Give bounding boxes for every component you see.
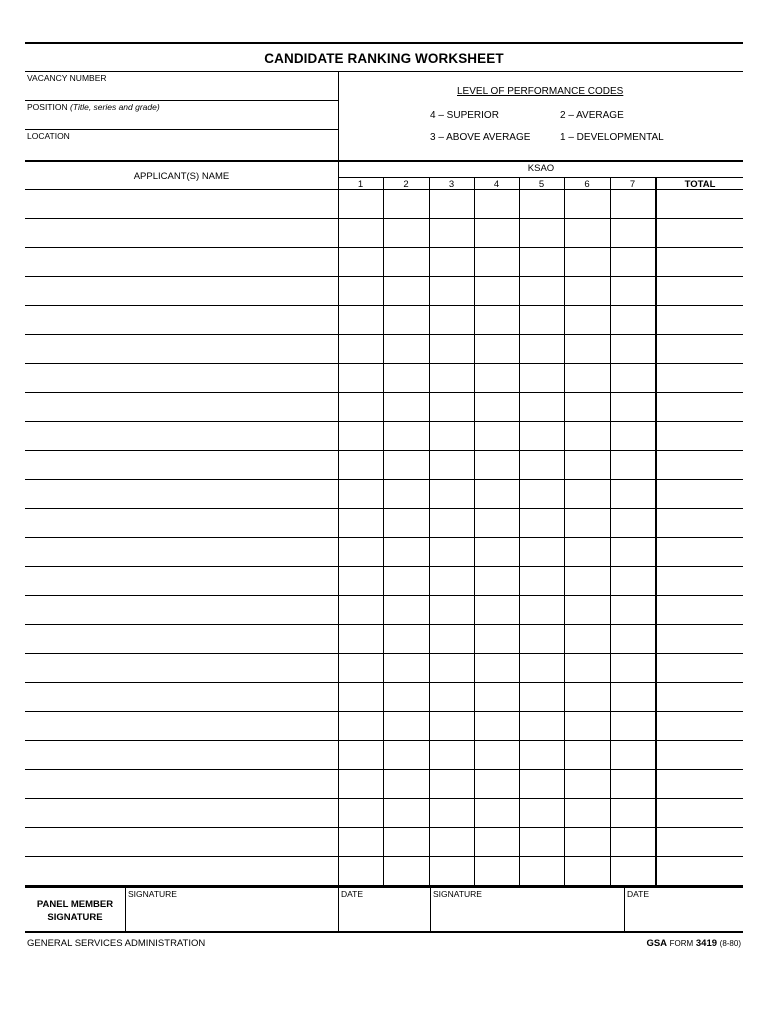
table-row[interactable] <box>25 538 743 567</box>
code-developmental: 1 – DEVELOPMENTAL <box>560 132 664 143</box>
table-cell-divider <box>564 712 565 740</box>
position-label: POSITION (Title, series and grade) <box>27 102 160 112</box>
table-cell-divider <box>429 277 430 305</box>
table-cell-divider <box>564 770 565 798</box>
table-row[interactable] <box>25 306 743 335</box>
table-cell-divider <box>655 654 657 682</box>
table-cell-divider <box>383 422 384 450</box>
table-cell-divider <box>655 480 657 508</box>
table-cell-divider <box>564 799 565 827</box>
table-cell-divider <box>429 567 430 595</box>
table-row[interactable] <box>25 683 743 712</box>
table-cell-divider <box>338 770 339 798</box>
table-cell-divider <box>655 741 657 769</box>
table-cell-divider <box>429 393 430 421</box>
table-cell-divider <box>429 451 430 479</box>
date-label-1: DATE <box>341 889 364 899</box>
table-cell-divider <box>383 683 384 711</box>
table-row[interactable] <box>25 828 743 857</box>
table-cell-divider <box>383 567 384 595</box>
table-cell-divider <box>383 480 384 508</box>
table-cell-divider <box>474 741 475 769</box>
table-cell-divider <box>564 219 565 247</box>
table-cell-divider <box>519 741 520 769</box>
table-cell-divider <box>338 248 339 276</box>
table-row[interactable] <box>25 364 743 393</box>
position-hint: (Title, series and grade) <box>70 102 160 112</box>
table-cell-divider <box>474 683 475 711</box>
table-cell-divider <box>383 509 384 537</box>
table-cell-divider <box>610 190 611 218</box>
table-cell-divider <box>474 306 475 334</box>
table-cell-divider <box>474 538 475 566</box>
table-cell-divider <box>338 451 339 479</box>
table-cell-divider <box>655 625 657 653</box>
table-cell-divider <box>474 422 475 450</box>
table-cell-divider <box>474 625 475 653</box>
table-cell-divider <box>610 625 611 653</box>
table-cell-divider <box>655 770 657 798</box>
code-superior: 4 – SUPERIOR <box>430 110 499 121</box>
table-cell-divider <box>564 654 565 682</box>
table-cell-divider <box>383 306 384 334</box>
table-cell-divider <box>610 335 611 363</box>
ksao-col-2: 2 <box>403 179 409 190</box>
table-cell-divider <box>338 277 339 305</box>
table-row[interactable] <box>25 799 743 828</box>
ranking-table <box>25 160 743 886</box>
table-cell-divider <box>610 248 611 276</box>
table-cell-divider <box>564 393 565 421</box>
table-row[interactable] <box>25 219 743 248</box>
total-header: TOTAL <box>684 179 716 190</box>
table-row[interactable] <box>25 480 743 509</box>
table-cell-divider <box>429 480 430 508</box>
table-cell-divider <box>519 393 520 421</box>
ksao-col-7: 7 <box>629 179 636 190</box>
performance-codes-title: LEVEL OF PERFORMANCE CODES <box>457 86 624 97</box>
table-cell-divider <box>338 712 339 740</box>
table-cell-divider <box>338 364 339 392</box>
table-cell-divider <box>610 741 611 769</box>
table-cell-divider <box>610 567 611 595</box>
table-cell-divider <box>610 712 611 740</box>
table-cell-divider <box>429 625 430 653</box>
table-cell-divider <box>519 335 520 363</box>
table-cell-divider <box>474 857 475 885</box>
table-row[interactable] <box>25 596 743 625</box>
table-row[interactable] <box>25 625 743 654</box>
table-cell-divider <box>338 596 339 624</box>
table-cell-divider <box>564 422 565 450</box>
table-cell-divider <box>610 277 611 305</box>
table-cell-divider <box>564 509 565 537</box>
table-row[interactable] <box>25 451 743 480</box>
panel-signature-section <box>25 886 743 933</box>
table-cell-divider <box>655 393 657 421</box>
table-cell-divider <box>655 596 657 624</box>
candidate-ranking-form <box>25 42 743 953</box>
table-row[interactable] <box>25 422 743 451</box>
table-cell-divider <box>610 393 611 421</box>
table-cell-divider <box>519 190 520 218</box>
date-field-1[interactable] <box>338 888 431 931</box>
table-cell-divider <box>564 683 565 711</box>
table-cell-divider <box>338 480 339 508</box>
table-cell-divider <box>474 509 475 537</box>
table-cell-divider <box>519 828 520 856</box>
table-cell-divider <box>338 335 339 363</box>
table-cell-divider <box>383 219 384 247</box>
table-cell-divider <box>564 857 565 885</box>
table-cell-divider <box>519 567 520 595</box>
table-cell-divider <box>564 277 565 305</box>
signature-label-2: SIGNATURE <box>433 889 482 899</box>
table-cell-divider <box>429 509 430 537</box>
table-cell-divider <box>655 683 657 711</box>
table-cell-divider <box>429 857 430 885</box>
table-cell-divider <box>474 393 475 421</box>
table-cell-divider <box>474 799 475 827</box>
table-cell-divider <box>474 335 475 363</box>
table-cell-divider <box>610 451 611 479</box>
table-cell-divider <box>519 451 520 479</box>
table-cell-divider <box>474 480 475 508</box>
table-cell-divider <box>564 364 565 392</box>
table-cell-divider <box>429 596 430 624</box>
table-cell-divider <box>429 741 430 769</box>
table-row[interactable] <box>25 654 743 683</box>
table-cell-divider <box>564 741 565 769</box>
table-cell-divider <box>338 422 339 450</box>
table-row[interactable] <box>25 190 743 219</box>
table-row[interactable] <box>25 393 743 422</box>
signature-label-1: SIGNATURE <box>128 889 177 899</box>
table-cell-divider <box>519 683 520 711</box>
table-cell-divider <box>655 799 657 827</box>
table-cell-divider <box>610 306 611 334</box>
table-row[interactable] <box>25 277 743 306</box>
table-header <box>25 162 743 190</box>
table-cell-divider <box>564 828 565 856</box>
table-cell-divider <box>474 654 475 682</box>
signature-field-2[interactable] <box>430 888 625 931</box>
ksao-col-3: 3 <box>448 179 455 190</box>
agency-name: GENERAL SERVICES ADMINISTRATION <box>27 938 206 949</box>
table-cell-divider <box>338 567 339 595</box>
date-label-2: DATE <box>627 889 650 899</box>
table-cell-divider <box>655 712 657 740</box>
ksao-col-4: 4 <box>493 179 500 190</box>
table-cell-divider <box>383 364 384 392</box>
location-label: LOCATION <box>27 131 70 141</box>
table-cell-divider <box>655 857 657 885</box>
table-cell-divider <box>338 654 339 682</box>
ksao-subheader <box>338 177 743 190</box>
table-cell-divider <box>519 625 520 653</box>
form-title: CANDIDATE RANKING WORKSHEET <box>264 51 504 66</box>
table-cell-divider <box>474 190 475 218</box>
table-cell-divider <box>610 480 611 508</box>
table-cell-divider <box>655 509 657 537</box>
table-cell-divider <box>655 306 657 334</box>
table-cell-divider <box>474 277 475 305</box>
table-cell-divider <box>519 277 520 305</box>
table-cell-divider <box>564 248 565 276</box>
table-cell-divider <box>338 190 339 218</box>
table-cell-divider <box>610 596 611 624</box>
table-row[interactable] <box>25 770 743 799</box>
table-cell-divider <box>519 219 520 247</box>
table-cell-divider <box>564 306 565 334</box>
table-cell-divider <box>383 799 384 827</box>
table-cell-divider <box>338 683 339 711</box>
table-cell-divider <box>519 857 520 885</box>
table-row[interactable] <box>25 857 743 886</box>
date-field-2[interactable] <box>624 888 744 931</box>
table-cell-divider <box>655 828 657 856</box>
table-cell-divider <box>429 654 430 682</box>
table-cell-divider <box>610 857 611 885</box>
table-cell-divider <box>338 741 339 769</box>
table-cell-divider <box>383 857 384 885</box>
table-cell-divider <box>338 828 339 856</box>
table-cell-divider <box>429 306 430 334</box>
table-cell-divider <box>564 451 565 479</box>
table-cell-divider <box>338 509 339 537</box>
table-row[interactable] <box>25 248 743 277</box>
performance-codes-box <box>338 72 743 160</box>
ksao-header: KSAO <box>527 163 555 174</box>
table-cell-divider <box>610 799 611 827</box>
table-cell-divider <box>655 567 657 595</box>
table-cell-divider <box>383 451 384 479</box>
table-cell-divider <box>383 190 384 218</box>
table-cell-divider <box>519 248 520 276</box>
table-cell-divider <box>519 422 520 450</box>
table-cell-divider <box>429 828 430 856</box>
table-cell-divider <box>383 654 384 682</box>
table-cell-divider <box>655 364 657 392</box>
table-cell-divider <box>610 828 611 856</box>
table-cell-divider <box>655 190 657 218</box>
table-cell-divider <box>655 422 657 450</box>
table-row[interactable] <box>25 567 743 596</box>
table-cell-divider <box>519 596 520 624</box>
table-cell-divider <box>338 219 339 247</box>
table-cell-divider <box>338 306 339 334</box>
table-cell-divider <box>519 306 520 334</box>
table-cell-divider <box>383 828 384 856</box>
location-field[interactable] <box>25 130 338 160</box>
table-cell-divider <box>383 277 384 305</box>
header-section <box>25 71 743 160</box>
table-cell-divider <box>564 335 565 363</box>
table-cell-divider <box>519 770 520 798</box>
table-cell-divider <box>610 654 611 682</box>
ksao-col-1: 1 <box>357 179 364 190</box>
table-body <box>25 190 743 886</box>
table-cell-divider <box>564 480 565 508</box>
table-cell-divider <box>655 335 657 363</box>
table-cell-divider <box>474 712 475 740</box>
table-cell-divider <box>474 567 475 595</box>
table-cell-divider <box>519 654 520 682</box>
table-cell-divider <box>383 248 384 276</box>
code-above-average: 3 – ABOVE AVERAGE <box>430 132 531 143</box>
table-cell-divider <box>383 770 384 798</box>
table-cell-divider <box>610 364 611 392</box>
table-cell-divider <box>519 712 520 740</box>
signature-field-1[interactable] <box>125 888 339 931</box>
table-cell-divider <box>519 364 520 392</box>
table-row[interactable] <box>25 335 743 364</box>
table-cell-divider <box>429 422 430 450</box>
table-cell-divider <box>429 683 430 711</box>
ksao-col-5: 5 <box>538 179 545 190</box>
form-number: GSA FORM 3419 (8-80) <box>646 938 741 949</box>
table-cell-divider <box>610 422 611 450</box>
table-cell-divider <box>474 596 475 624</box>
table-cell-divider <box>338 799 339 827</box>
table-cell-divider <box>429 248 430 276</box>
panel-member-label: PANEL MEMBER SIGNATURE <box>36 899 114 923</box>
table-cell-divider <box>519 509 520 537</box>
table-cell-divider <box>610 538 611 566</box>
table-cell-divider <box>610 219 611 247</box>
ksao-col-6: 6 <box>584 179 590 190</box>
table-cell-divider <box>429 364 430 392</box>
table-cell-divider <box>429 799 430 827</box>
table-cell-divider <box>383 596 384 624</box>
table-cell-divider <box>338 857 339 885</box>
table-cell-divider <box>564 567 565 595</box>
table-cell-divider <box>610 509 611 537</box>
table-cell-divider <box>429 538 430 566</box>
table-cell-divider <box>429 712 430 740</box>
vacancy-number-field[interactable] <box>25 72 338 101</box>
table-cell-divider <box>610 770 611 798</box>
table-cell-divider <box>655 451 657 479</box>
table-cell-divider <box>338 393 339 421</box>
vacancy-number-label: VACANCY NUMBER <box>27 73 107 83</box>
table-cell-divider <box>519 799 520 827</box>
table-cell-divider <box>474 451 475 479</box>
table-cell-divider <box>564 190 565 218</box>
table-row[interactable] <box>25 712 743 741</box>
table-cell-divider <box>474 219 475 247</box>
table-cell-divider <box>429 770 430 798</box>
applicant-name-header: APPLICANT(S) NAME <box>133 171 230 182</box>
table-cell-divider <box>655 248 657 276</box>
table-cell-divider <box>429 219 430 247</box>
position-fields <box>25 72 338 160</box>
table-cell-divider <box>383 741 384 769</box>
table-cell-divider <box>655 219 657 247</box>
table-cell-divider <box>655 538 657 566</box>
table-cell-divider <box>429 190 430 218</box>
table-cell-divider <box>610 683 611 711</box>
table-cell-divider <box>474 248 475 276</box>
table-cell-divider <box>429 335 430 363</box>
table-cell-divider <box>564 596 565 624</box>
table-cell-divider <box>519 480 520 508</box>
table-cell-divider <box>383 393 384 421</box>
table-cell-divider <box>474 364 475 392</box>
table-cell-divider <box>338 625 339 653</box>
table-cell-divider <box>383 712 384 740</box>
code-average: 2 – AVERAGE <box>560 110 624 121</box>
table-cell-divider <box>383 625 384 653</box>
table-cell-divider <box>564 625 565 653</box>
table-cell-divider <box>564 538 565 566</box>
table-cell-divider <box>383 538 384 566</box>
position-field[interactable] <box>25 101 338 130</box>
table-cell-divider <box>474 770 475 798</box>
table-cell-divider <box>655 277 657 305</box>
table-cell-divider <box>383 335 384 363</box>
table-row[interactable] <box>25 741 743 770</box>
table-cell-divider <box>474 828 475 856</box>
form-footer <box>25 933 743 953</box>
table-cell-divider <box>519 538 520 566</box>
table-row[interactable] <box>25 509 743 538</box>
table-cell-divider <box>338 538 339 566</box>
